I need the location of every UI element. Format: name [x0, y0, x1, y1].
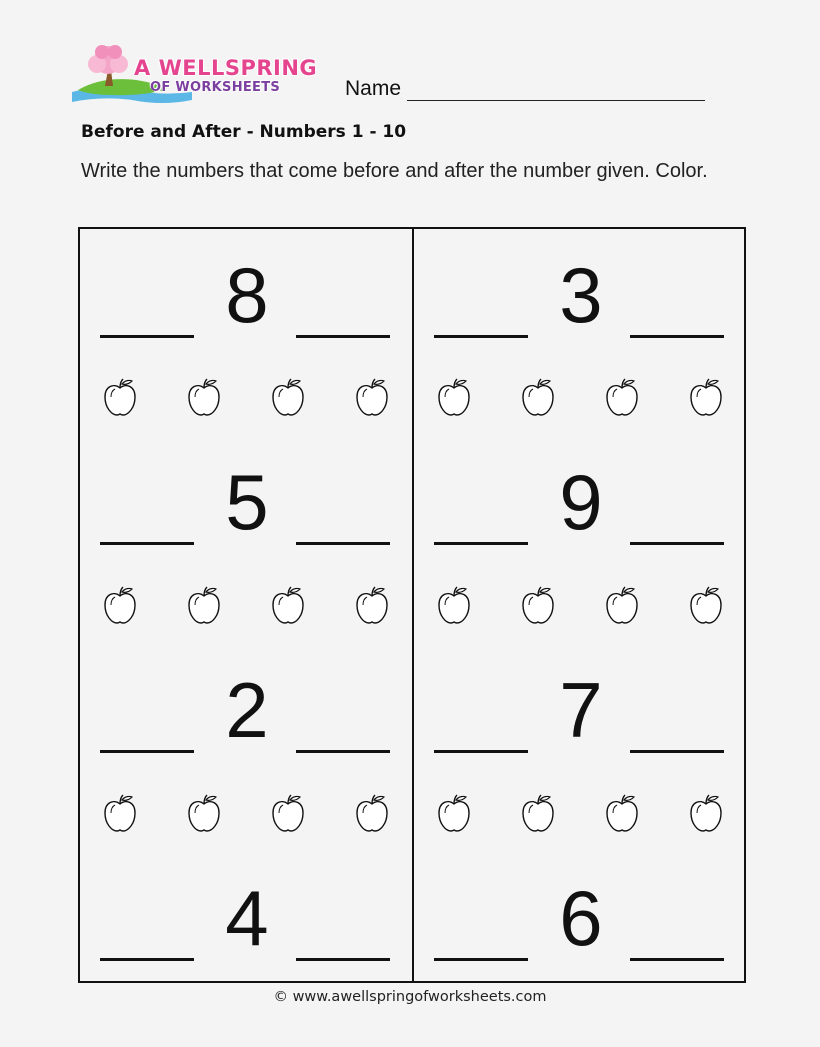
- apple-icon[interactable]: [354, 793, 390, 833]
- logo-text-sub: OF WORKSHEETS: [150, 80, 281, 95]
- apple-row: [80, 377, 412, 421]
- logo-text-main: A WELLSPRING: [134, 56, 318, 80]
- problem-left-3: [80, 648, 412, 758]
- before-answer-line[interactable]: [100, 335, 194, 338]
- given-number: 8: [225, 251, 269, 339]
- name-field: [345, 77, 705, 101]
- given-number: 2: [225, 666, 269, 754]
- left-column: [80, 229, 412, 981]
- apple-icon[interactable]: [354, 377, 390, 417]
- before-answer-line[interactable]: [100, 542, 194, 545]
- problem-left-1: [80, 233, 412, 343]
- given-number: 3: [559, 251, 603, 339]
- instructions-text: Write the numbers that come before and after the number given. Color.: [81, 160, 708, 182]
- before-answer-line[interactable]: [434, 750, 528, 753]
- problem-right-3: [414, 648, 746, 758]
- before-answer-line[interactable]: [434, 335, 528, 338]
- before-answer-line[interactable]: [434, 542, 528, 545]
- apple-icon[interactable]: [270, 793, 306, 833]
- apple-icon[interactable]: [186, 793, 222, 833]
- after-answer-line[interactable]: [630, 542, 724, 545]
- problem-left-2: [80, 440, 412, 550]
- apple-icon[interactable]: [604, 377, 640, 417]
- after-answer-line[interactable]: [296, 335, 390, 338]
- apple-icon[interactable]: [102, 585, 138, 625]
- apple-icon[interactable]: [436, 377, 472, 417]
- apple-icon[interactable]: [354, 585, 390, 625]
- apple-icon[interactable]: [688, 585, 724, 625]
- apple-row: [414, 377, 746, 421]
- after-answer-line[interactable]: [630, 335, 724, 338]
- apple-icon[interactable]: [270, 377, 306, 417]
- given-number: 4: [225, 874, 269, 962]
- apple-icon[interactable]: [270, 585, 306, 625]
- given-number: 6: [559, 874, 603, 962]
- brand-logo: [72, 40, 318, 108]
- given-number: 5: [225, 458, 269, 546]
- apple-icon[interactable]: [102, 793, 138, 833]
- apple-icon[interactable]: [102, 377, 138, 417]
- apple-row: [414, 585, 746, 629]
- apple-icon[interactable]: [520, 793, 556, 833]
- apple-icon[interactable]: [688, 793, 724, 833]
- after-answer-line[interactable]: [296, 542, 390, 545]
- problem-left-4: [80, 856, 412, 966]
- worksheet-title: Before and After - Numbers 1 - 10: [81, 122, 407, 142]
- apple-icon[interactable]: [604, 793, 640, 833]
- before-answer-line[interactable]: [434, 958, 528, 961]
- apple-row: [414, 793, 746, 837]
- after-answer-line[interactable]: [296, 750, 390, 753]
- exercise-grid: [78, 227, 746, 983]
- apple-icon[interactable]: [186, 377, 222, 417]
- after-answer-line[interactable]: [630, 958, 724, 961]
- problem-right-2: [414, 440, 746, 550]
- apple-row: [80, 585, 412, 629]
- name-write-line[interactable]: [407, 79, 705, 101]
- apple-icon[interactable]: [186, 585, 222, 625]
- before-answer-line[interactable]: [100, 750, 194, 753]
- apple-icon[interactable]: [688, 377, 724, 417]
- right-column: [414, 229, 746, 981]
- apple-icon[interactable]: [436, 793, 472, 833]
- problem-right-1: [414, 233, 746, 343]
- problem-right-4: [414, 856, 746, 966]
- given-number: 9: [559, 458, 603, 546]
- apple-icon[interactable]: [604, 585, 640, 625]
- apple-icon[interactable]: [520, 377, 556, 417]
- before-answer-line[interactable]: [100, 958, 194, 961]
- apple-icon[interactable]: [436, 585, 472, 625]
- after-answer-line[interactable]: [296, 958, 390, 961]
- apple-icon[interactable]: [520, 585, 556, 625]
- after-answer-line[interactable]: [630, 750, 724, 753]
- name-label: Name: [345, 77, 402, 100]
- copyright-footer: © www.awellspringofworksheets.com: [273, 989, 547, 1005]
- apple-row: [80, 793, 412, 837]
- given-number: 7: [559, 666, 603, 754]
